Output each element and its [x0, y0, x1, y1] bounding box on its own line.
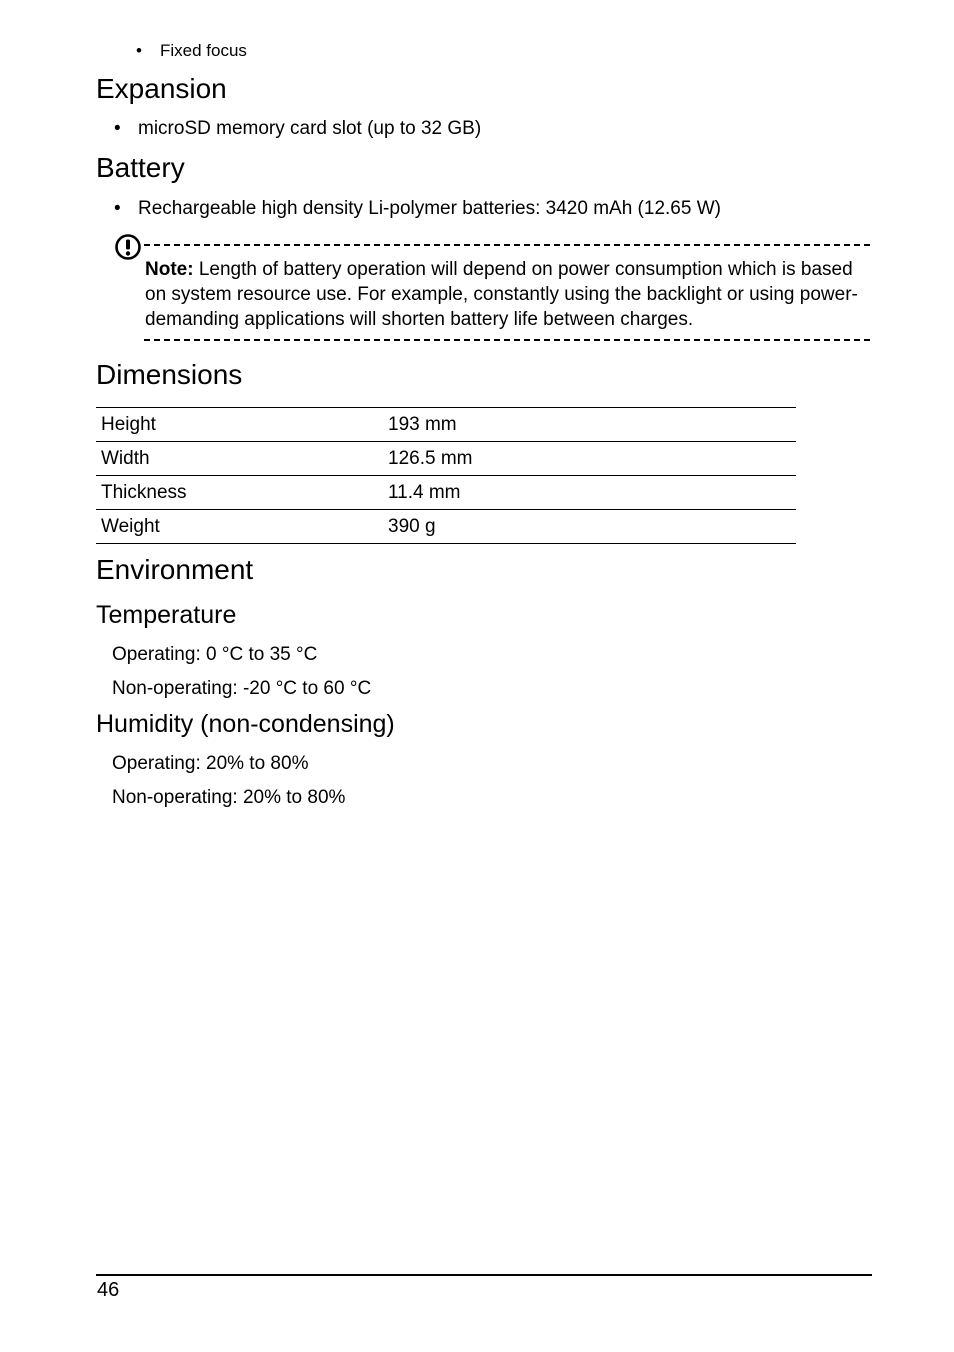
temperature-operating: Operating: 0 °C to 35 °C: [112, 644, 318, 665]
note-bottom-divider: [144, 339, 870, 341]
temperature-non-operating: Non-operating: -20 °C to 60 °C: [112, 678, 372, 699]
note-top-divider: [144, 244, 870, 246]
footer-rule: [96, 1274, 872, 1276]
dimensions-table: [96, 407, 796, 544]
table-row: [96, 476, 796, 510]
battery-bullet: [114, 197, 721, 221]
heading-dimensions: Dimensions: [96, 359, 243, 390]
bullet-text: Fixed focus: [160, 41, 247, 60]
heading-environment: Environment: [96, 554, 254, 585]
bullet-text: Rechargeable high density Li-polymer batteries: 3420 mAh (12.65 W): [138, 198, 721, 219]
note-body: Length of battery operation will depend on power consumption which is based on system resource use. For example, constantly using the backlight or using power-demanding applications will shorten battery life between charges.: [145, 259, 858, 330]
bullet-dot: •: [136, 41, 142, 60]
table-row: [96, 442, 796, 476]
dimension-value: 193 mm: [383, 408, 796, 442]
dimension-label: Thickness: [96, 476, 383, 510]
page-number: 46: [97, 1279, 120, 1301]
battery-note: [145, 257, 871, 332]
bullet-dot: •: [114, 118, 121, 139]
bullet-dot: •: [114, 198, 121, 219]
note-label: Note:: [145, 259, 194, 280]
humidity-operating: Operating: 20% to 80%: [112, 753, 309, 774]
exclamation-circle-icon: [114, 233, 142, 261]
dimension-label: Width: [96, 442, 383, 476]
table-row: [96, 408, 796, 442]
dimension-label: Height: [96, 408, 383, 442]
expansion-bullet: [114, 117, 481, 141]
heading-humidity: Humidity (non-condensing): [96, 710, 395, 738]
table-row: [96, 510, 796, 544]
bullet-text: microSD memory card slot (up to 32 GB): [138, 118, 482, 139]
dimension-label: Weight: [96, 510, 383, 544]
dimension-value: 11.4 mm: [383, 476, 796, 510]
heading-temperature: Temperature: [96, 601, 237, 629]
dimension-value: 390 g: [383, 510, 796, 544]
heading-expansion: Expansion: [96, 73, 227, 104]
camera-bullet-fixed-focus: [136, 40, 247, 62]
heading-battery: Battery: [96, 152, 185, 183]
dimension-value: 126.5 mm: [383, 442, 796, 476]
humidity-non-operating: Non-operating: 20% to 80%: [112, 787, 346, 808]
